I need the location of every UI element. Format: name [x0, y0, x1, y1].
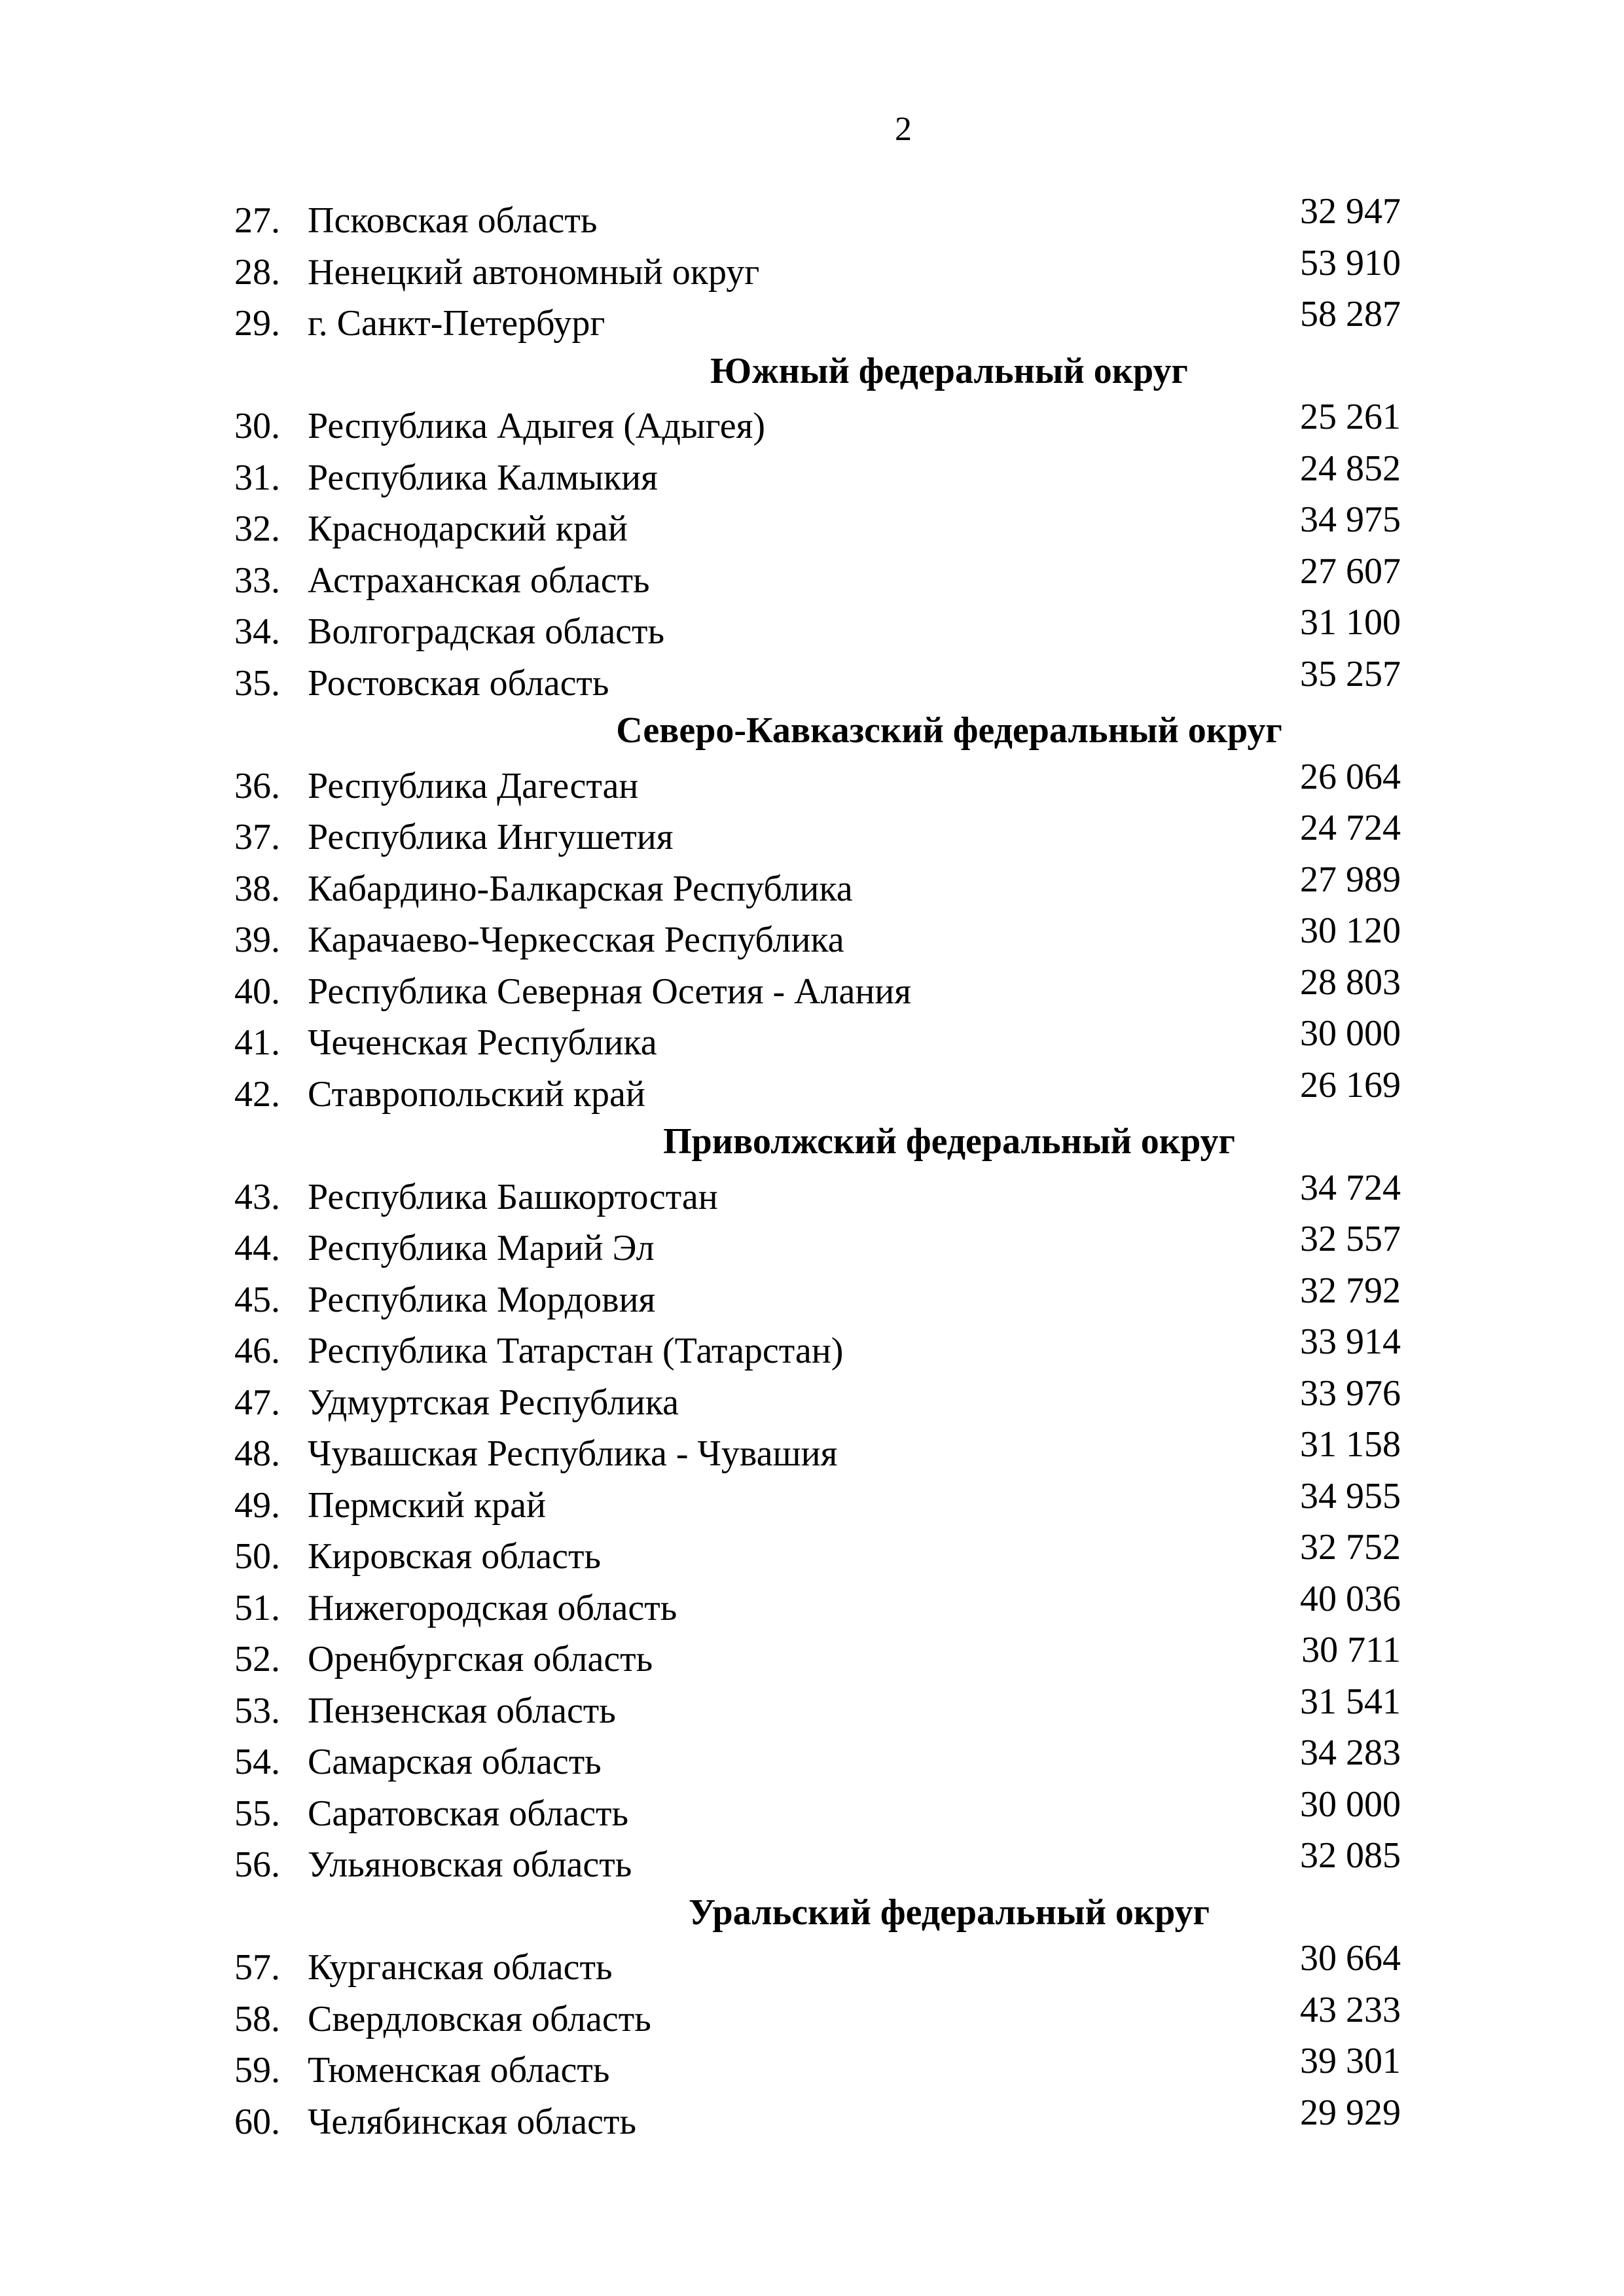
table-row [0, 2092, 1624, 2144]
region-value: 32 792 [1300, 1270, 1401, 1311]
table-row [0, 448, 1624, 500]
row-number: 59. [234, 2050, 280, 2090]
table-row [0, 654, 1624, 706]
district-heading [0, 346, 1624, 397]
table-row [0, 1527, 1624, 1579]
row-number: 43. [234, 1176, 280, 1217]
row-number: 29. [234, 303, 280, 344]
table-row [0, 499, 1624, 551]
table-row [0, 910, 1624, 962]
table-row [0, 397, 1624, 448]
district-heading [0, 705, 1624, 757]
district-heading [0, 1116, 1624, 1168]
row-number: 46. [234, 1331, 280, 1371]
table-row [0, 962, 1624, 1014]
row-number: 54. [234, 1742, 280, 1782]
page-number: 2 [895, 111, 912, 148]
region-name: Удмуртская Республика [308, 1382, 679, 1423]
region-value: 24 852 [1300, 448, 1401, 489]
row-number: 41. [234, 1022, 280, 1063]
table-row [0, 243, 1624, 295]
region-name: Нижегородская область [308, 1587, 677, 1628]
table-row [0, 1630, 1624, 1681]
region-value: 27 989 [1300, 859, 1401, 900]
row-number: 27. [234, 200, 280, 241]
region-value: 30 000 [1300, 1013, 1401, 1054]
region-name: Ставропольский край [308, 1073, 645, 1115]
region-name: Тюменская область [308, 2050, 610, 2090]
table-row [0, 1476, 1624, 1528]
row-number: 56. [234, 1844, 280, 1885]
region-name: Пермский край [308, 1484, 546, 1526]
row-number: 50. [234, 1536, 280, 1577]
row-number: 48. [234, 1433, 280, 1474]
region-name: Республика Калмыкия [308, 457, 658, 498]
region-value: 24 724 [1300, 808, 1401, 848]
table-row [0, 1579, 1624, 1630]
row-number: 38. [234, 868, 280, 909]
region-value: 34 283 [1300, 1732, 1401, 1773]
region-name: Кабардино-Балкарская Республика [308, 868, 853, 909]
table-row [0, 1990, 1624, 2041]
region-name: Кировская область [308, 1536, 602, 1577]
table-row [0, 602, 1624, 654]
table-row [0, 1424, 1624, 1476]
district-heading [0, 1887, 1624, 1939]
table-row [0, 294, 1624, 346]
region-value: 32 085 [1300, 1835, 1401, 1876]
row-number: 52. [234, 1639, 280, 1679]
region-value: 33 976 [1300, 1372, 1401, 1414]
table-row [0, 1013, 1624, 1065]
region-value: 29 929 [1300, 2092, 1401, 2133]
district-heading-text: Приволжский федеральный округ [663, 1121, 1235, 1162]
table-row [0, 1681, 1624, 1733]
table-row [0, 1938, 1624, 1990]
region-name: Саратовская область [308, 1793, 629, 1834]
region-name: Псковская область [308, 200, 598, 241]
row-number: 51. [234, 1587, 280, 1628]
table-row [0, 808, 1624, 859]
row-number: 44. [234, 1228, 280, 1268]
region-name: Оренбургская область [308, 1639, 653, 1679]
region-name: Курганская область [308, 1947, 613, 1988]
region-name: Республика Ингушетия [308, 817, 674, 857]
region-value: 31 541 [1300, 1681, 1401, 1722]
region-value: 43 233 [1300, 1989, 1401, 2030]
table-row [0, 757, 1624, 808]
row-number: 55. [234, 1793, 280, 1834]
region-name: Республика Марий Эл [308, 1228, 655, 1268]
region-value: 34 724 [1300, 1167, 1401, 1208]
table-row [0, 859, 1624, 911]
region-name: Республика Северная Осетия - Алания [308, 971, 912, 1012]
table-row [0, 1732, 1624, 1784]
row-number: 53. [234, 1690, 280, 1731]
row-number: 35. [234, 662, 280, 704]
region-value: 31 100 [1300, 602, 1401, 643]
region-name: Самарская область [308, 1742, 602, 1782]
region-value: 32 947 [1300, 191, 1401, 232]
row-number: 49. [234, 1484, 280, 1526]
region-value: 35 257 [1300, 653, 1401, 694]
district-heading-text: Южный федеральный округ [710, 350, 1188, 391]
region-value: 30 711 [1301, 1630, 1401, 1670]
region-name: Чувашская Республика - Чувашия [308, 1433, 838, 1474]
row-number: 30. [234, 406, 280, 446]
region-value: 27 607 [1300, 550, 1401, 592]
region-value: 40 036 [1300, 1578, 1401, 1619]
region-value: 58 287 [1300, 294, 1401, 334]
row-number: 37. [234, 817, 280, 857]
region-name: Республика Адыгея (Адыгея) [308, 406, 766, 446]
region-name: Пензенская область [308, 1690, 616, 1731]
row-number: 31. [234, 457, 280, 498]
region-value: 34 955 [1300, 1475, 1401, 1516]
region-name: Ненецкий автономный округ [308, 251, 760, 293]
row-number: 28. [234, 251, 280, 293]
table-row [0, 2041, 1624, 2092]
region-value: 32 557 [1300, 1219, 1401, 1259]
table-row [0, 1219, 1624, 1270]
table-row [0, 1373, 1624, 1425]
region-value: 31 158 [1300, 1424, 1401, 1465]
row-number: 32. [234, 509, 280, 549]
row-number: 34. [234, 611, 280, 652]
table-row [0, 1270, 1624, 1322]
region-name: Республика Башкортостан [308, 1176, 718, 1217]
region-value: 30 664 [1300, 1938, 1401, 1979]
region-value: 25 261 [1300, 397, 1401, 437]
region-name: Ростовская область [308, 662, 609, 704]
region-value: 28 803 [1300, 961, 1401, 1003]
region-value: 30 000 [1300, 1784, 1401, 1825]
row-number: 47. [234, 1382, 280, 1423]
table-row [0, 1784, 1624, 1836]
row-number: 57. [234, 1947, 280, 1988]
table-row [0, 1168, 1624, 1219]
region-value: 32 752 [1300, 1527, 1401, 1568]
table-row [0, 1065, 1624, 1117]
row-number: 39. [234, 920, 280, 960]
region-value: 53 910 [1300, 242, 1401, 283]
district-heading-text: Уральский федеральный округ [689, 1892, 1210, 1933]
table-row [0, 1835, 1624, 1887]
region-name: Чеченская Республика [308, 1022, 657, 1063]
row-number: 33. [234, 560, 280, 601]
region-value: 34 975 [1300, 499, 1401, 540]
region-name: г. Санкт-Петербург [308, 303, 605, 344]
district-heading-text: Северо-Кавказский федеральный округ [616, 710, 1282, 751]
row-number: 42. [234, 1073, 280, 1115]
region-value: 26 064 [1300, 756, 1401, 797]
region-name: Челябинская область [308, 2101, 636, 2142]
region-name: Астраханская область [308, 560, 650, 601]
row-number: 60. [234, 2101, 280, 2142]
region-value: 33 914 [1300, 1321, 1401, 1362]
regions-table [0, 191, 1624, 2144]
region-name: Ульяновская область [308, 1844, 632, 1885]
region-value: 30 120 [1300, 910, 1401, 951]
region-name: Республика Дагестан [308, 765, 639, 806]
table-row [0, 551, 1624, 603]
row-number: 58. [234, 1998, 280, 2039]
region-name: Свердловская область [308, 1998, 651, 2039]
table-row [0, 1321, 1624, 1373]
row-number: 40. [234, 971, 280, 1012]
region-value: 26 169 [1300, 1064, 1401, 1105]
row-number: 45. [234, 1279, 280, 1320]
region-name: Республика Татарстан (Татарстан) [308, 1331, 844, 1371]
region-name: Карачаево-Черкесская Республика [308, 920, 844, 960]
row-number: 36. [234, 765, 280, 806]
table-row [0, 191, 1624, 243]
region-name: Краснодарский край [308, 509, 628, 549]
region-value: 39 301 [1300, 2041, 1401, 2081]
region-name: Республика Мордовия [308, 1279, 656, 1320]
region-name: Волгоградская область [308, 611, 665, 652]
